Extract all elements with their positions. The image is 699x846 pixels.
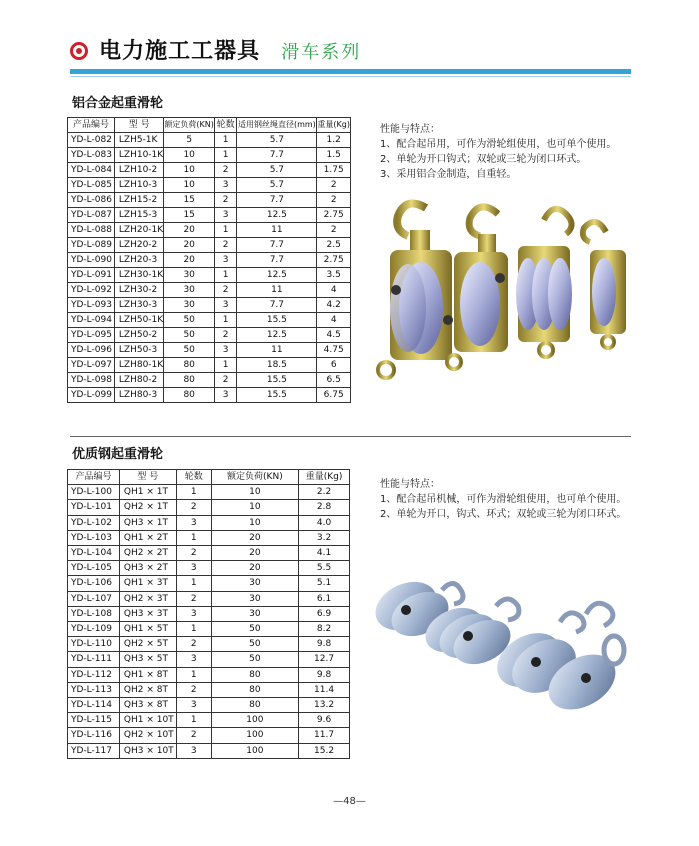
table-cell: YD-L-105 (68, 561, 120, 576)
table-row (68, 298, 351, 313)
table-cell: YD-L-085 (68, 178, 115, 193)
table-cell: LZH30-3 (114, 298, 164, 313)
table-cell: 12.5 (237, 208, 317, 223)
page-number: —48— (333, 796, 366, 807)
table-cell: 2.75 (317, 208, 351, 223)
table-cell: 10 (211, 500, 299, 515)
table-row (68, 343, 351, 358)
table-row (68, 713, 350, 728)
table-cell: 1.2 (317, 133, 351, 148)
feature-line: 2、单轮为开口，钩式、环式；双轮或三轮为闭口环式。 (380, 509, 627, 520)
table-cell: 6.5 (317, 373, 351, 388)
table-cell: QH2 × 3T (119, 591, 176, 606)
table-row (68, 576, 350, 591)
table-cell: 15.5 (237, 388, 317, 403)
table-cell: 20 (164, 253, 214, 268)
table-row (68, 530, 350, 545)
table-cell: 1 (214, 313, 236, 328)
table-cell: 2 (317, 193, 351, 208)
table-cell: YD-L-102 (68, 515, 120, 530)
table-header-row (68, 118, 351, 133)
table-cell: YD-L-093 (68, 298, 115, 313)
table-cell: YD-L-098 (68, 373, 115, 388)
table-cell: 1 (214, 133, 236, 148)
section1-title: 铝合金起重滑轮 (72, 96, 164, 111)
table-cell: 2.75 (317, 253, 351, 268)
table-cell: 2.2 (299, 485, 350, 500)
table-cell: 3 (176, 515, 211, 530)
table-cell: 10 (164, 178, 214, 193)
table-cell: 8.2 (299, 622, 350, 637)
table-cell: YD-L-094 (68, 313, 115, 328)
column-header: 轮数 (214, 118, 236, 133)
feature-line: 1、配合起吊用，可作为滑轮组使用，也可单个使用。 (380, 139, 617, 150)
table-row (68, 637, 350, 652)
table-cell: 100 (211, 713, 299, 728)
table-cell: 2.8 (299, 500, 350, 515)
table-row (68, 133, 351, 148)
table-cell: 50 (211, 637, 299, 652)
table-cell: 11 (237, 283, 317, 298)
table-cell: 2 (176, 637, 211, 652)
table-cell: YD-L-100 (68, 485, 120, 500)
pulley-icon (447, 207, 508, 369)
table-cell: QH3 × 1T (119, 515, 176, 530)
pulley-icon (516, 209, 572, 357)
table-cell: 12.7 (299, 652, 350, 667)
table-cell: 3 (176, 652, 211, 667)
table-cell: LZH50-1K (114, 313, 164, 328)
table-cell: 1 (214, 268, 236, 283)
table-cell: 9.6 (299, 713, 350, 728)
table-row (68, 606, 350, 621)
table-cell: 9.8 (299, 637, 350, 652)
table-cell: 7.7 (237, 253, 317, 268)
table-cell: LZH80-2 (114, 373, 164, 388)
table-cell: LZH30-1K (114, 268, 164, 283)
table-cell: QH3 × 5T (119, 652, 176, 667)
table-cell: 1 (176, 667, 211, 682)
table-row (68, 728, 350, 743)
section2-features (380, 477, 626, 522)
table-cell: 10 (211, 485, 299, 500)
table-cell: 30 (211, 606, 299, 621)
table-cell: QH2 × 2T (119, 546, 176, 561)
table-cell: YD-L-083 (68, 148, 115, 163)
table-cell: 3 (214, 253, 236, 268)
column-header: 重量(Kg) (317, 118, 351, 133)
table-cell: 9.8 (299, 667, 350, 682)
table-cell: 1 (176, 622, 211, 637)
table-row (68, 223, 351, 238)
table-row (68, 622, 350, 637)
column-header: 轮数 (176, 470, 211, 485)
table-header-row (68, 470, 350, 485)
table-cell: LZH15-2 (114, 193, 164, 208)
table-cell: 10 (211, 515, 299, 530)
table-row (68, 515, 350, 530)
table-cell: 5.7 (237, 163, 317, 178)
table-cell: 100 (211, 743, 299, 758)
table-cell: 7.7 (237, 298, 317, 313)
table-cell: 30 (211, 591, 299, 606)
section-divider (70, 436, 631, 437)
table-cell: YD-L-092 (68, 283, 115, 298)
table-cell: YD-L-104 (68, 546, 120, 561)
table-row (68, 283, 351, 298)
table-cell: 2.5 (317, 238, 351, 253)
table-cell: 3.2 (299, 530, 350, 545)
table-row (68, 163, 351, 178)
table-cell: YD-L-091 (68, 268, 115, 283)
table-cell: 10 (164, 148, 214, 163)
table-cell: 2 (214, 193, 236, 208)
table-cell: QH1 × 5T (119, 622, 176, 637)
table-cell: 7.7 (237, 238, 317, 253)
section1-features (380, 122, 616, 182)
table-cell: QH3 × 3T (119, 606, 176, 621)
table-cell: 18.5 (237, 358, 317, 373)
table-cell: 6 (317, 358, 351, 373)
table-cell: YD-L-113 (68, 682, 120, 697)
table-row (68, 743, 350, 758)
table-cell: 10 (164, 163, 214, 178)
table-cell: 13.2 (299, 698, 350, 713)
table-cell: LZH10-1K (114, 148, 164, 163)
table-cell: 5.7 (237, 178, 317, 193)
table-cell: 30 (164, 283, 214, 298)
table-cell: YD-L-089 (68, 238, 115, 253)
table-cell: 3 (214, 298, 236, 313)
table-cell: 15.5 (237, 373, 317, 388)
table-cell: QH3 × 2T (119, 561, 176, 576)
features-title: 性能与特点： (380, 124, 440, 135)
table-row (68, 698, 350, 713)
table-cell: 3 (176, 561, 211, 576)
table-cell: QH1 × 10T (119, 713, 176, 728)
table-cell: LZH20-2 (114, 238, 164, 253)
table-cell: 2 (214, 283, 236, 298)
page-header (70, 34, 361, 64)
table-cell: QH3 × 10T (119, 743, 176, 758)
table-cell: 2 (214, 328, 236, 343)
table-cell: YD-L-099 (68, 388, 115, 403)
table-cell: 4.1 (299, 546, 350, 561)
table-cell: 80 (211, 698, 299, 713)
table-cell: 80 (211, 682, 299, 697)
table-cell: 12.5 (237, 328, 317, 343)
table-cell: YD-L-114 (68, 698, 120, 713)
table-cell: YD-L-097 (68, 358, 115, 373)
features-title: 性能与特点： (380, 479, 440, 490)
table-cell: 80 (211, 667, 299, 682)
column-header: 额定负荷(KN) (164, 118, 214, 133)
pulley-icon (378, 204, 453, 379)
table-row (68, 358, 351, 373)
table-cell: 80 (164, 358, 214, 373)
table-cell: 15.5 (237, 313, 317, 328)
table-cell: YD-L-096 (68, 343, 115, 358)
table-cell: YD-L-112 (68, 667, 120, 682)
table-cell: 50 (211, 652, 299, 667)
table-row (68, 500, 350, 515)
table-cell: 2 (317, 178, 351, 193)
table-cell: 2 (176, 591, 211, 606)
table-cell: 3 (176, 698, 211, 713)
table-row (68, 667, 350, 682)
page-title: 电力施工工器具 (99, 39, 261, 64)
table-cell: 15.2 (299, 743, 350, 758)
table-cell: 20 (211, 561, 299, 576)
table-cell: 11 (237, 223, 317, 238)
feature-line: 3、采用铝合金制造，自重轻。 (380, 169, 517, 180)
table-cell: YD-L-116 (68, 728, 120, 743)
table-cell: 6.9 (299, 606, 350, 621)
table-cell: LZH10-3 (114, 178, 164, 193)
table-cell: LZH50-3 (114, 343, 164, 358)
table-cell: QH2 × 10T (119, 728, 176, 743)
table-cell: YD-L-086 (68, 193, 115, 208)
table-cell: 4 (317, 283, 351, 298)
table-cell: 1 (214, 358, 236, 373)
table-cell: 2 (176, 728, 211, 743)
table-cell: 5.5 (299, 561, 350, 576)
column-header: 额定负荷(KN) (211, 470, 299, 485)
feature-line: 2、单轮为开口钩式；双轮或三轮为闭口环式。 (380, 154, 587, 165)
column-header: 适用钢丝绳直径(mm) (237, 118, 317, 133)
table-row (68, 373, 351, 388)
table-cell: 1.5 (317, 148, 351, 163)
table-row (68, 313, 351, 328)
column-header: 重量(Kg) (299, 470, 350, 485)
table-cell: LZH50-2 (114, 328, 164, 343)
table-cell: 3 (176, 743, 211, 758)
table-cell: 30 (164, 268, 214, 283)
table-cell: 3.5 (317, 268, 351, 283)
table-cell: 1 (176, 530, 211, 545)
target-bullet-icon (70, 42, 88, 60)
table-cell: 15 (164, 208, 214, 223)
table-cell: YD-L-109 (68, 622, 120, 637)
page-subtitle: 滑车系列 (281, 42, 362, 63)
table-row (68, 546, 350, 561)
table-cell: 30 (211, 576, 299, 591)
table-cell: 50 (164, 313, 214, 328)
table-cell: 2 (214, 238, 236, 253)
table-cell: YD-L-108 (68, 606, 120, 621)
table-cell: YD-L-117 (68, 743, 120, 758)
table-cell: 4.2 (317, 298, 351, 313)
table-row (68, 485, 350, 500)
table-cell: LZH80-1K (114, 358, 164, 373)
table-cell: YD-L-101 (68, 500, 120, 515)
table-row (68, 238, 351, 253)
table-row (68, 388, 351, 403)
table-cell: LZH10-2 (114, 163, 164, 178)
table-cell: 1 (214, 223, 236, 238)
table-cell: LZH80-3 (114, 388, 164, 403)
aluminum-pulleys-photo (368, 190, 636, 390)
section2-title: 优质钢起重滑轮 (72, 447, 164, 462)
feature-line: 1、配合起吊机械，可作为滑轮组使用，也可单个使用。 (380, 494, 627, 505)
table-cell: 6.1 (299, 591, 350, 606)
table-cell: 50 (164, 343, 214, 358)
column-header: 产品编号 (68, 118, 115, 133)
table-row (68, 193, 351, 208)
table-row (68, 682, 350, 697)
table-cell: 1 (176, 485, 211, 500)
table-cell: 3 (214, 208, 236, 223)
table-cell: QH1 × 3T (119, 576, 176, 591)
table-cell: 12.5 (237, 268, 317, 283)
table-cell: 5 (164, 133, 214, 148)
table-cell: 20 (164, 238, 214, 253)
table-cell: 2 (176, 500, 211, 515)
table-cell: 3 (214, 178, 236, 193)
table-cell: 5.1 (299, 576, 350, 591)
table-cell: QH1 × 8T (119, 667, 176, 682)
table-cell: 2 (214, 373, 236, 388)
table-row (68, 591, 350, 606)
steel-pulleys-photo (364, 570, 639, 720)
table-cell: QH2 × 1T (119, 500, 176, 515)
table-cell: 100 (211, 728, 299, 743)
table-cell: 15 (164, 193, 214, 208)
table-cell: 11.4 (299, 682, 350, 697)
table-cell: QH2 × 8T (119, 682, 176, 697)
header-rule-thin (70, 76, 631, 77)
table-cell: YD-L-115 (68, 713, 120, 728)
table-cell: YD-L-084 (68, 163, 115, 178)
table-cell: 2 (176, 546, 211, 561)
table-cell: 5.7 (237, 133, 317, 148)
table-cell: 1 (176, 713, 211, 728)
pulley-icon (583, 222, 626, 348)
table-cell: 1 (214, 148, 236, 163)
table-cell: 30 (164, 298, 214, 313)
table-cell: 11 (237, 343, 317, 358)
table-cell: 7.7 (237, 193, 317, 208)
table-row (68, 208, 351, 223)
table-cell: 11.7 (299, 728, 350, 743)
table-cell: YD-L-090 (68, 253, 115, 268)
table-row (68, 561, 350, 576)
table-row (68, 178, 351, 193)
table-cell: 4.5 (317, 328, 351, 343)
table-cell: 4.0 (299, 515, 350, 530)
table-cell: 50 (164, 328, 214, 343)
table-cell: YD-L-095 (68, 328, 115, 343)
table-cell: QH1 × 1T (119, 485, 176, 500)
header-rule (70, 69, 631, 74)
table-row (68, 328, 351, 343)
table-cell: QH3 × 8T (119, 698, 176, 713)
table-cell: 3 (214, 343, 236, 358)
table-cell: 80 (164, 373, 214, 388)
table-cell: 2 (176, 682, 211, 697)
table-cell: 3 (176, 606, 211, 621)
table-cell: 4 (317, 313, 351, 328)
table-cell: LZH20-3 (114, 253, 164, 268)
table-cell: YD-L-111 (68, 652, 120, 667)
table-cell: 2 (317, 223, 351, 238)
steel-pulley-table (67, 469, 350, 759)
table-row (68, 268, 351, 283)
table-cell: 2 (214, 163, 236, 178)
table-cell: YD-L-088 (68, 223, 115, 238)
table-cell: 20 (211, 546, 299, 561)
table-cell: 1.75 (317, 163, 351, 178)
table-cell: 4.75 (317, 343, 351, 358)
table-cell: 20 (164, 223, 214, 238)
table-cell: YD-L-110 (68, 637, 120, 652)
column-header: 型 号 (119, 470, 176, 485)
column-header: 型 号 (114, 118, 164, 133)
column-header: 产品编号 (68, 470, 120, 485)
table-cell: QH2 × 5T (119, 637, 176, 652)
table-cell: LZH30-2 (114, 283, 164, 298)
table-cell: 20 (211, 530, 299, 545)
table-row (68, 652, 350, 667)
table-cell: 1 (176, 576, 211, 591)
table-cell: LZH15-3 (114, 208, 164, 223)
table-cell: LZH20-1K (114, 223, 164, 238)
table-cell: YD-L-103 (68, 530, 120, 545)
table-cell: 3 (214, 388, 236, 403)
table-row (68, 148, 351, 163)
table-cell: LZH5-1K (114, 133, 164, 148)
table-cell: YD-L-082 (68, 133, 115, 148)
table-cell: YD-L-106 (68, 576, 120, 591)
table-cell: YD-L-107 (68, 591, 120, 606)
table-cell: 7.7 (237, 148, 317, 163)
aluminum-pulley-table (67, 117, 351, 403)
table-cell: 50 (211, 622, 299, 637)
table-row (68, 253, 351, 268)
table-cell: 6.75 (317, 388, 351, 403)
table-cell: YD-L-087 (68, 208, 115, 223)
table-cell: 80 (164, 388, 214, 403)
table-cell: QH1 × 2T (119, 530, 176, 545)
